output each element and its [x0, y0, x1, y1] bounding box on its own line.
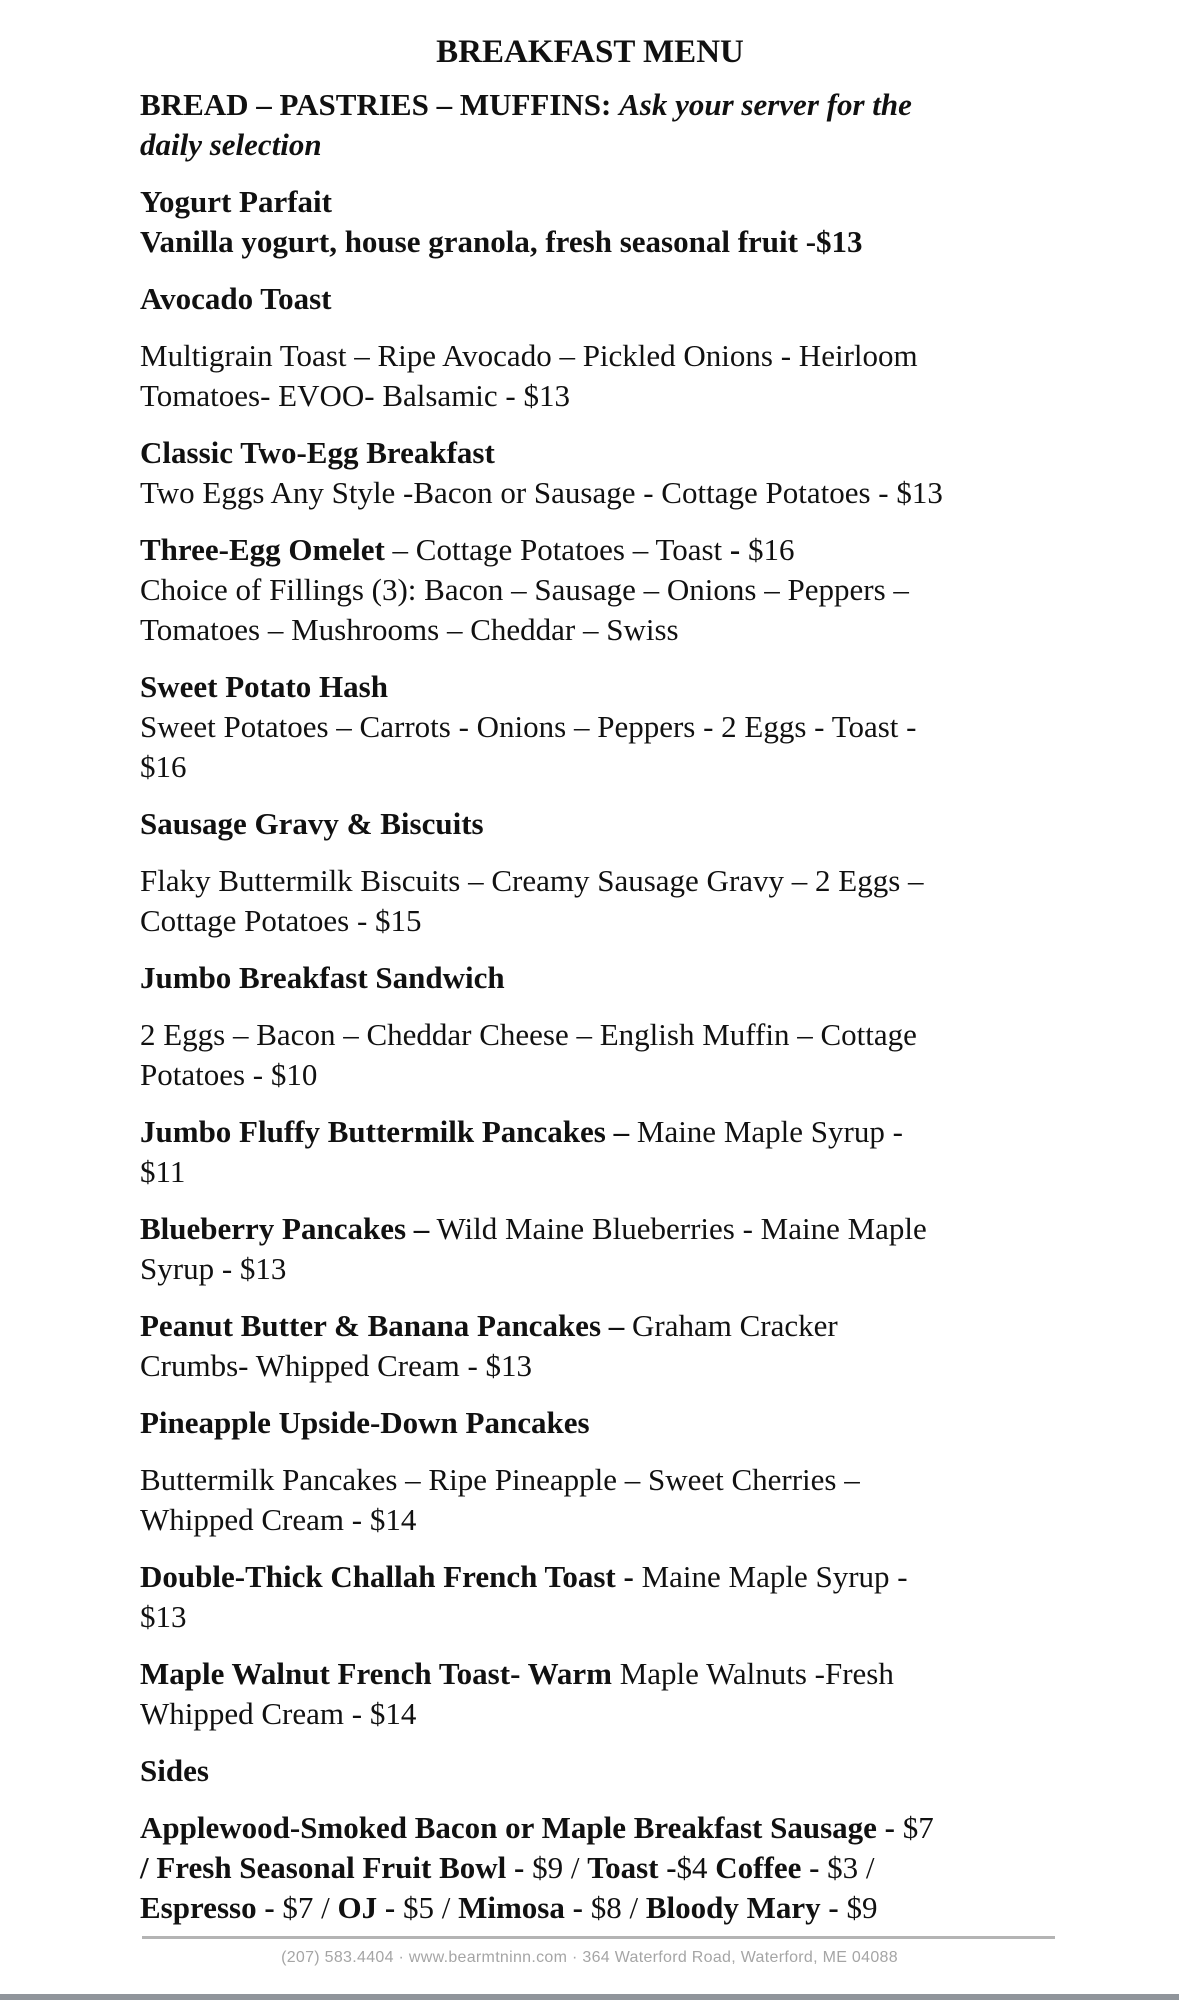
menu-item-maple-walnut-french-toast [140, 1654, 1120, 1734]
menu-item-sweet-potato-hash [140, 667, 1120, 787]
menu-line: / Fresh Seasonal Fruit Bowl - $9 / Toast -$4 Coffee - $3 / [140, 1850, 875, 1885]
menu-line: Cottage Potatoes - $15 [140, 903, 422, 938]
menu-line: Three-Egg Omelet – Cottage Potatoes – Toast - $16 [140, 532, 795, 567]
bread-pastries-muffins-note [140, 85, 1120, 165]
menu-item-blueberry-pancakes [140, 1209, 1120, 1289]
menu-items [140, 85, 1120, 1928]
menu-item-avocado-toast-desc [140, 336, 1120, 416]
menu-item-peanut-butter-banana-pancakes [140, 1306, 1120, 1386]
menu-item-sausage-gravy-biscuits-title [140, 804, 1120, 844]
menu-item-sausage-gravy-biscuits-desc [140, 861, 1120, 941]
menu-item-jumbo-breakfast-sandwich-desc [140, 1015, 1120, 1095]
sides-list [140, 1808, 1120, 1928]
menu-line: Choice of Fillings (3): Bacon – Sausage – Onions – Peppers – [140, 572, 909, 607]
menu-line: Sausage Gravy & Biscuits [140, 806, 484, 841]
menu-item-pineapple-upside-down-pancakes-title [140, 1403, 1120, 1443]
menu-line: Buttermilk Pancakes – Ripe Pineapple – Sweet Cherries – [140, 1462, 860, 1497]
menu-item-double-thick-challah-french-toast [140, 1557, 1120, 1637]
footer-contact-info: (207) 583.4404 · www.bearmtninn.com · 364 Waterford Road, Waterford, ME 04088 [281, 1949, 898, 1966]
menu-line: Sides [140, 1753, 209, 1788]
breakfast-menu-page [140, 30, 1120, 1928]
menu-line: Avocado Toast [140, 281, 332, 316]
menu-line: Flaky Buttermilk Biscuits – Creamy Sausage Gravy – 2 Eggs – [140, 863, 924, 898]
sides-heading [140, 1751, 1120, 1791]
menu-line: Yogurt Parfait [140, 184, 332, 219]
menu-line: $11 [140, 1154, 186, 1189]
menu-item-three-egg-omelet [140, 530, 1120, 650]
menu-line: Vanilla yogurt, house granola, fresh seasonal fruit -$13 [140, 224, 863, 259]
menu-line: Crumbs- Whipped Cream - $13 [140, 1348, 533, 1383]
footer-divider [142, 1936, 1055, 1939]
menu-line: Pineapple Upside-Down Pancakes [140, 1405, 590, 1440]
menu-line: Whipped Cream - $14 [140, 1696, 417, 1731]
menu-item-avocado-toast-title [140, 279, 1120, 319]
menu-line: 2 Eggs – Bacon – Cheddar Cheese – English Muffin – Cottage [140, 1017, 917, 1052]
menu-line: Applewood-Smoked Bacon or Maple Breakfast Sausage - $7 [140, 1810, 934, 1845]
menu-item-jumbo-fluffy-buttermilk-pancakes [140, 1112, 1120, 1192]
menu-line: $16 [140, 749, 187, 784]
menu-line: Jumbo Breakfast Sandwich [140, 960, 505, 995]
menu-item-jumbo-breakfast-sandwich-title [140, 958, 1120, 998]
menu-item-classic-two-egg-breakfast [140, 433, 1120, 513]
menu-line: Whipped Cream - $14 [140, 1502, 417, 1537]
menu-line: Classic Two-Egg Breakfast [140, 435, 495, 470]
menu-line: Syrup - $13 [140, 1251, 287, 1286]
menu-line: Sweet Potatoes – Carrots - Onions – Peppers - 2 Eggs - Toast - [140, 709, 917, 744]
menu-line: Double-Thick Challah French Toast - Maine Maple Syrup - [140, 1559, 908, 1594]
menu-line: Potatoes - $10 [140, 1057, 318, 1092]
menu-line: daily selection [140, 127, 322, 162]
menu-line: Blueberry Pancakes – Wild Maine Blueberries - Maine Maple [140, 1211, 927, 1246]
menu-line: Espresso - $7 / OJ - $5 / Mimosa - $8 / Bloody Mary - $9 [140, 1890, 878, 1925]
menu-line: Sweet Potato Hash [140, 669, 388, 704]
menu-line: Tomatoes – Mushrooms – Cheddar – Swiss [140, 612, 679, 647]
menu-line: Two Eggs Any Style -Bacon or Sausage - Cottage Potatoes - $13 [140, 475, 943, 510]
menu-line: BREAD – PASTRIES – MUFFINS: Ask your server for the [140, 87, 912, 122]
menu-line: Peanut Butter & Banana Pancakes – Graham Cracker [140, 1308, 838, 1343]
menu-line: Multigrain Toast – Ripe Avocado – Pickled Onions - Heirloom [140, 338, 918, 373]
menu-line: Maple Walnut French Toast- Warm Maple Walnuts -Fresh [140, 1656, 894, 1691]
page-title: BREAKFAST MENU [436, 34, 744, 70]
menu-item-pineapple-upside-down-pancakes-desc [140, 1460, 1120, 1540]
bottom-edge-bar [0, 1994, 1179, 2000]
menu-line: Tomatoes- EVOO- Balsamic - $13 [140, 378, 571, 413]
menu-line: $13 [140, 1599, 187, 1634]
menu-item-yogurt-parfait [140, 182, 1120, 262]
menu-line: Jumbo Fluffy Buttermilk Pancakes – Maine Maple Syrup - [140, 1114, 903, 1149]
